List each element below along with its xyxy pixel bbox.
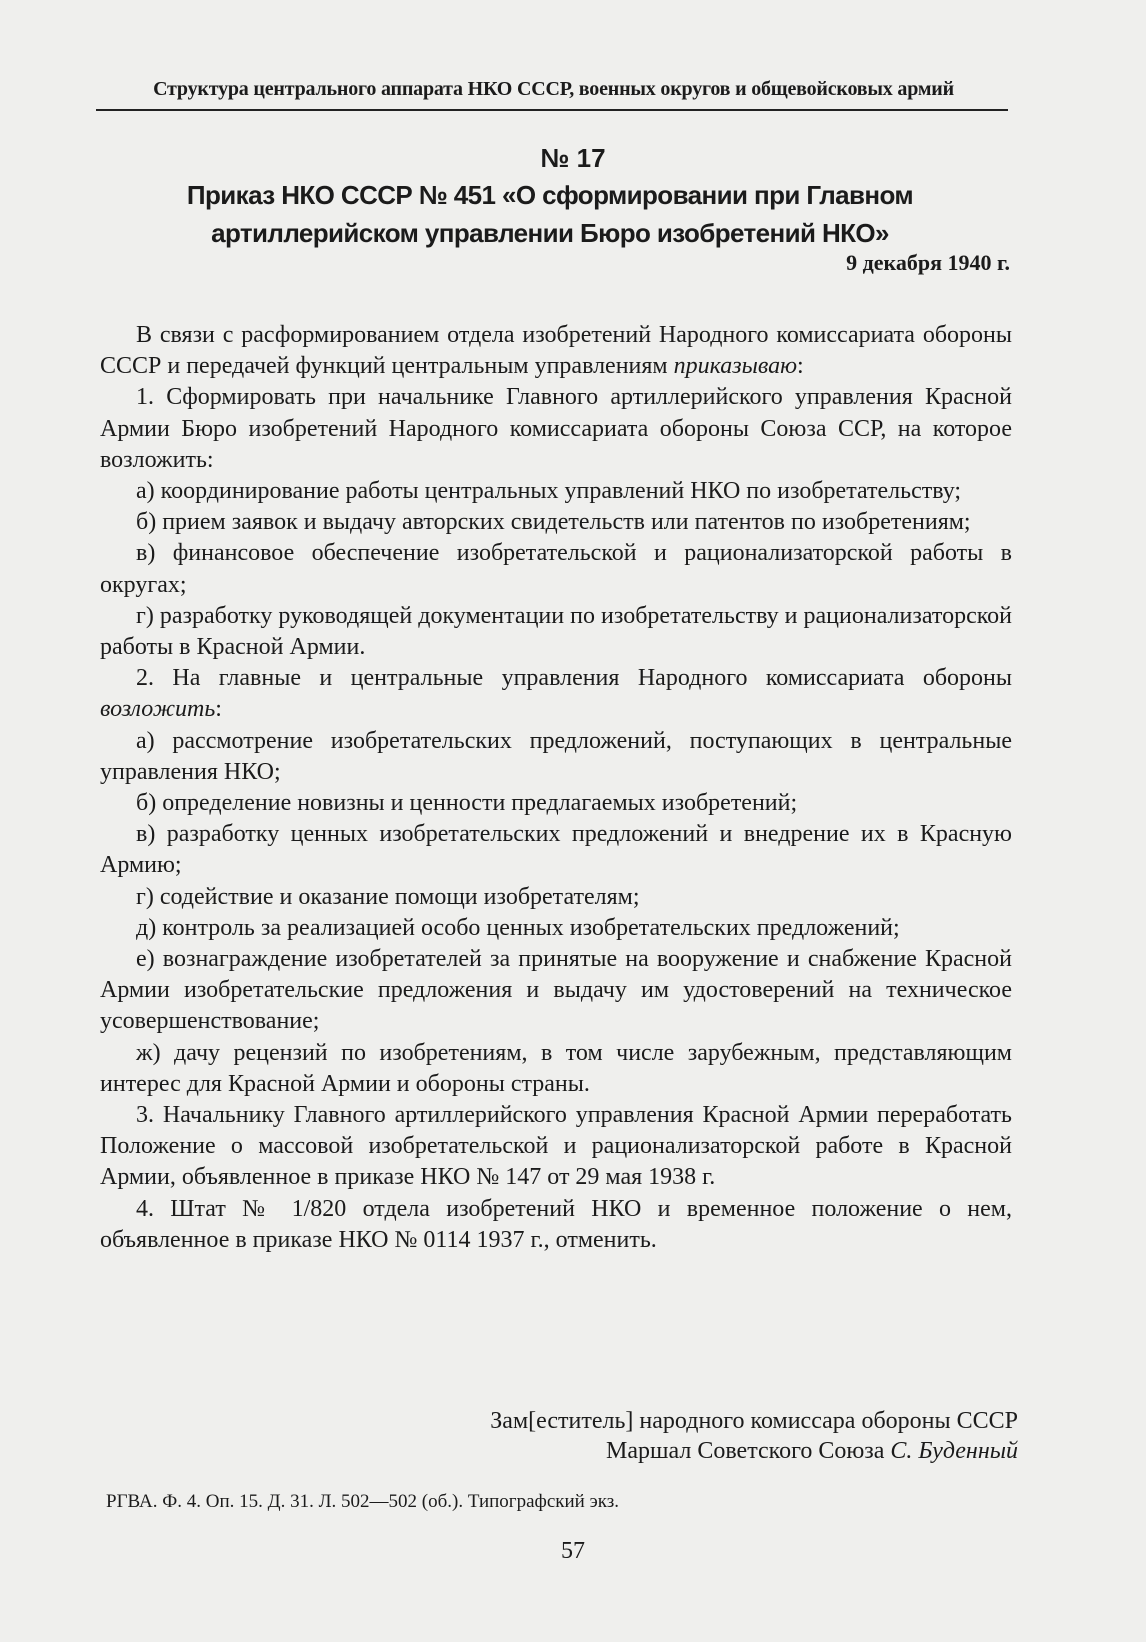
header-rule xyxy=(96,109,1008,111)
paragraph-3: 3. Начальнику Главного артиллерийского управления Красной Армии переработать Положение о массовой изобретательской и рационализаторской работе в Красной Армии, объявленное в приказе НКО № 147 от 29 мая 1938 г. xyxy=(100,1102,1012,1191)
paragraph-2b: б) определение новизны и ценности предлагаемых изобретений; xyxy=(136,790,798,817)
document-title xyxy=(120,176,980,252)
archive-reference: РГВА. Ф. 4. Оп. 15. Д. 31. Л. 502—502 (об.). Типографский экз. xyxy=(106,1491,619,1512)
paragraph-2-text: 2. На главные и центральные управления Народного комиссариата обороны xyxy=(136,665,1012,692)
signature-name-line xyxy=(490,1436,1018,1466)
paragraph-2g: ж) дачу рецензий по изобретениям, в том числе зарубежным, представляющим интерес для Красной Армии и обороны страны. xyxy=(100,1039,1012,1097)
signature-rank: Маршал Советского Союза xyxy=(606,1438,885,1464)
document-body xyxy=(100,320,1012,1256)
intro-text: В связи с расформированием отдела изобретений Народного комиссариата обороны СССР и передачей функций центральным управлениям xyxy=(100,322,1012,380)
document-number: № 17 xyxy=(540,143,606,173)
paragraph-1c: в) финансовое обеспечение изобретательской и рационализаторской работы в округах; xyxy=(100,540,1012,598)
paragraph-2c: в) разработку ценных изобретательских предложений и внедрение их в Красную Армию; xyxy=(100,821,1012,879)
running-header: Структура центрального аппарата НКО СССР, военных округов и общевойсковых армий xyxy=(153,78,954,100)
paragraph-2a: а) рассмотрение изобретательских предложений, поступающих в центральные управления НКО; xyxy=(100,727,1012,785)
paragraph-4: 4. Штат № 1/820 отдела изобретений НКО и временное положение о нем, объявленное в приказе НКО № 0114 1937 г., отменить. xyxy=(100,1195,1012,1253)
order-word: приказываю xyxy=(673,353,798,380)
paragraph-2: 2. На главные и центральные управления Народного комиссариата обороны возложить: xyxy=(100,665,1012,723)
paragraph-1: 1. Сформировать при начальнике Главного артиллерийского управления Красной Армии Бюро изобретений Народного комиссариата обороны Союза ССР, на которое возложить: xyxy=(100,384,1012,473)
intro-paragraph: В связи с расформированием отдела изобретений Народного комиссариата обороны СССР и передачей функций центральным управлениям приказываю: xyxy=(100,322,1012,380)
paragraph-2f: е) вознаграждение изобретателей за принятые на вооружение и снабжение Красной Армии изобретательские предложения и выдачу им удостоверений на техническое усовершенствование; xyxy=(100,946,1012,1035)
document-date: 9 декабря 1940 г. xyxy=(846,250,1010,275)
signature-position: Зам[еститель] народного комиссара обороны СССР xyxy=(490,1408,1018,1434)
document-title-line-2: артиллерийском управлении Бюро изобретений НКО» xyxy=(211,218,889,248)
paragraph-1a: а) координирование работы центральных управлений НКО по изобретательству; xyxy=(136,478,962,505)
impose-word: возложить xyxy=(100,696,216,723)
paragraph-2d: г) содействие и оказание помощи изобретателям; xyxy=(136,883,640,910)
paragraph-2e: д) контроль за реализацией особо ценных изобретательских предложений; xyxy=(136,914,900,941)
page-number: 57 xyxy=(561,1538,585,1564)
paragraph-1d: г) разработку руководящей документации по изобретательству и рационализаторской работы в Красной Армии. xyxy=(100,602,1012,661)
paragraph-1b: б) прием заявок и выдачу авторских свидетельств или патентов по изобретениям; xyxy=(136,509,971,536)
signature-name: С. Буденный xyxy=(890,1438,1018,1464)
document-title-line-1: Приказ НКО СССР № 451 «О сформировании при Главном xyxy=(186,180,914,210)
signature-block xyxy=(490,1406,1018,1466)
